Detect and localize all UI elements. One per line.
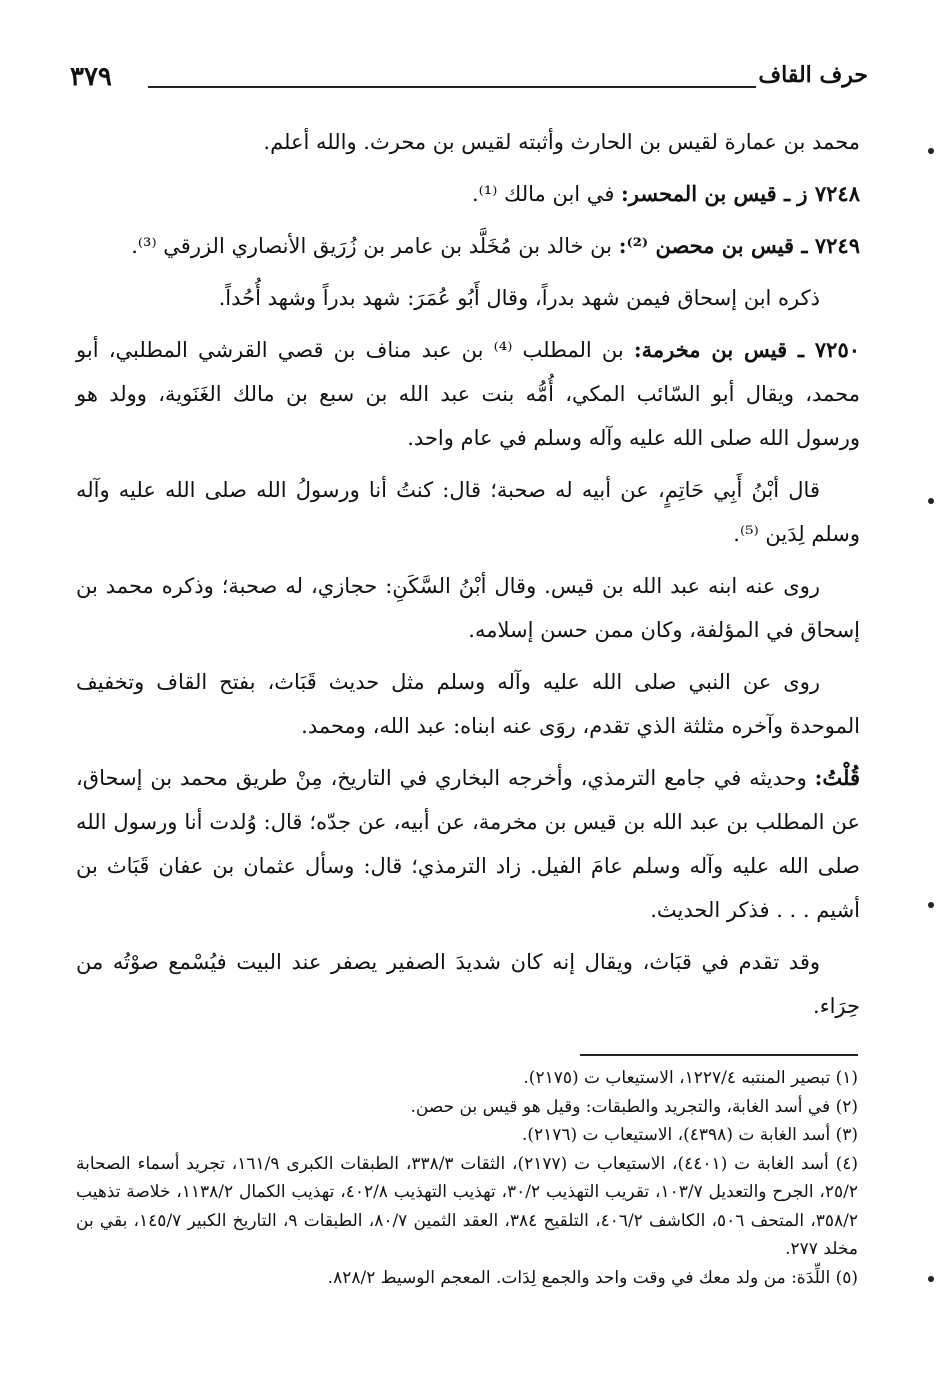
entry-heading: ٧٢٤٩ ـ قيس بن محصن ⁽²⁾:: [618, 233, 860, 258]
scan-dot: [928, 1276, 934, 1282]
header-rule: [148, 86, 756, 88]
paragraph: محمد بن عمارة لقيس بن الحارث وأثبته لقيس بن محرث. والله أعلم.: [263, 130, 860, 154]
main-text: [76, 120, 860, 1036]
entry-7249: [76, 224, 860, 268]
running-header: [70, 58, 868, 94]
footnote-4: (٤) أسد الغابة ت (٤٤٠١)، الاستيعاب ت (٢١٧٧)، الثقات ٣٣٨/٣، الطبقات الكبرى ١٦١/٩، تجريد أسماء الصحابة ٢٥/٢، الجرح والتعديل ١٠٣/٧، تقريب التهذيب ٣٠/٢، تهذيب التهذيب ٤٠٢/٨، تهذيب الكمال ١١٣٨/٢، خلاصة تذهيب ٣٥٨/٢، المتحف ٥٠٦، الكاشف ٤٠٦/٢، التلقيح ٣٨٤، العقد الثمين ٨٠/٧، الطبقات ٩، التاريخ الكبير ١٤٥/٧، بقي بن مخلد ٢٧٧.: [76, 1153, 858, 1259]
paragraph: قال أبْنُ أَبِي حَاتِمٍ، عن أبيه له صحبة؛ قال: كنتُ أنا ورسولُ الله صلى الله عليه وآله وسلم لِدَين ⁽⁵⁾.: [76, 478, 860, 546]
scan-dot: [928, 902, 934, 908]
qultu-lead: قُلْتُ:: [814, 765, 860, 790]
footnote-1: (١) تبصير المنتبه ١٢٢٧/٤، الاستيعاب ت (٢١٧٥).: [523, 1068, 858, 1088]
footnotes: [76, 1064, 858, 1292]
page-number: ٣٧٩: [70, 62, 112, 92]
paragraph: روى عنه ابنه عبد الله بن قيس. وقال أبْنُ السَّكَنِ: حجازي، له صحبة؛ وذكره محمد بن إسحاق في المؤلفة، وكان ممن حسن إسلامه.: [76, 574, 860, 642]
entry-7250: [76, 328, 860, 460]
paragraph: روى عن النبي صلى الله عليه وآله وسلم مثل حديث قَبَاث، بفتح القاف وتخفيف الموحدة وآخره مثلثة الذي تقدم، روَى عنه ابناه: عبد الله، ومحمد.: [76, 670, 860, 738]
chapter-title: حرف القاف: [758, 62, 868, 88]
entry-text: في ابن مالك ⁽¹⁾.: [471, 182, 622, 206]
entry-heading: ٧٢٥٠ ـ قيس بن مخرمة:: [633, 337, 861, 362]
paragraph: وقد تقدم في قبَاث، ويقال إنه كان شديدَ الصفير يصفر عند البيت فيُسْمع صوْتُه من حِرَاء.: [76, 950, 860, 1018]
scan-dot: [928, 148, 934, 154]
entry-7248: [76, 172, 860, 216]
footnote-3: (٣) أسد الغابة ت (٤٣٩٨)، الاستيعاب ت (٢١٧٦).: [521, 1125, 858, 1145]
paragraph-text: وحديثه في جامع الترمذي، وأخرجه البخاري في التاريخ، مِنْ طريق محمد بن إسحاق، عن المطلب بن عبد الله بن قيس بن مخرمة، عن أبيه، عن جدّه؛ قال: وُلدت أنا ورسول الله صلى الله عليه وآله وسلم عامَ الفيل. زاد الترمذي؛ قال: وسأل عثمان بن عفان قَبَاث بن أشيم . . . فذكر الحديث.: [76, 766, 860, 922]
footnote-2: (٢) في أسد الغابة، والتجريد والطبقات: وقيل هو قيس بن حصن.: [410, 1096, 858, 1117]
paragraph: ذكره ابن إسحاق فيمن شهد بدراً، وقال أَبُو عُمَرَ: شهد بدراً وشهد أُحُداً.: [218, 286, 820, 310]
entry-text: بن خالد بن مُخَلَّد بن عامر بن زُرَيق الأنصاري الزرقي ⁽³⁾.: [131, 234, 619, 258]
footnote-separator: [580, 1054, 858, 1056]
entry-text: بن المطلب ⁽⁴⁾ بن عبد مناف بن قصي القرشي المطلبي، أبو محمد، ويقال أبو السّائب المكي، أُمُّه بنت عبد الله بن سبع بن مالك الغَنَوية، وولد هو ورسول الله صلى الله عليه وآله وسلم في عام واحد.: [76, 338, 860, 450]
scan-dot: [928, 498, 934, 504]
footnote-5: (٥) اللِّدَة: من ولد معك في وقت واحد والجمع لِدَات. المعجم الوسيط ٨٢٨/٢.: [327, 1267, 858, 1288]
entry-heading: ٧٢٤٨ ز ـ قيس بن المحسر:: [621, 181, 860, 206]
paragraph: [76, 756, 860, 932]
